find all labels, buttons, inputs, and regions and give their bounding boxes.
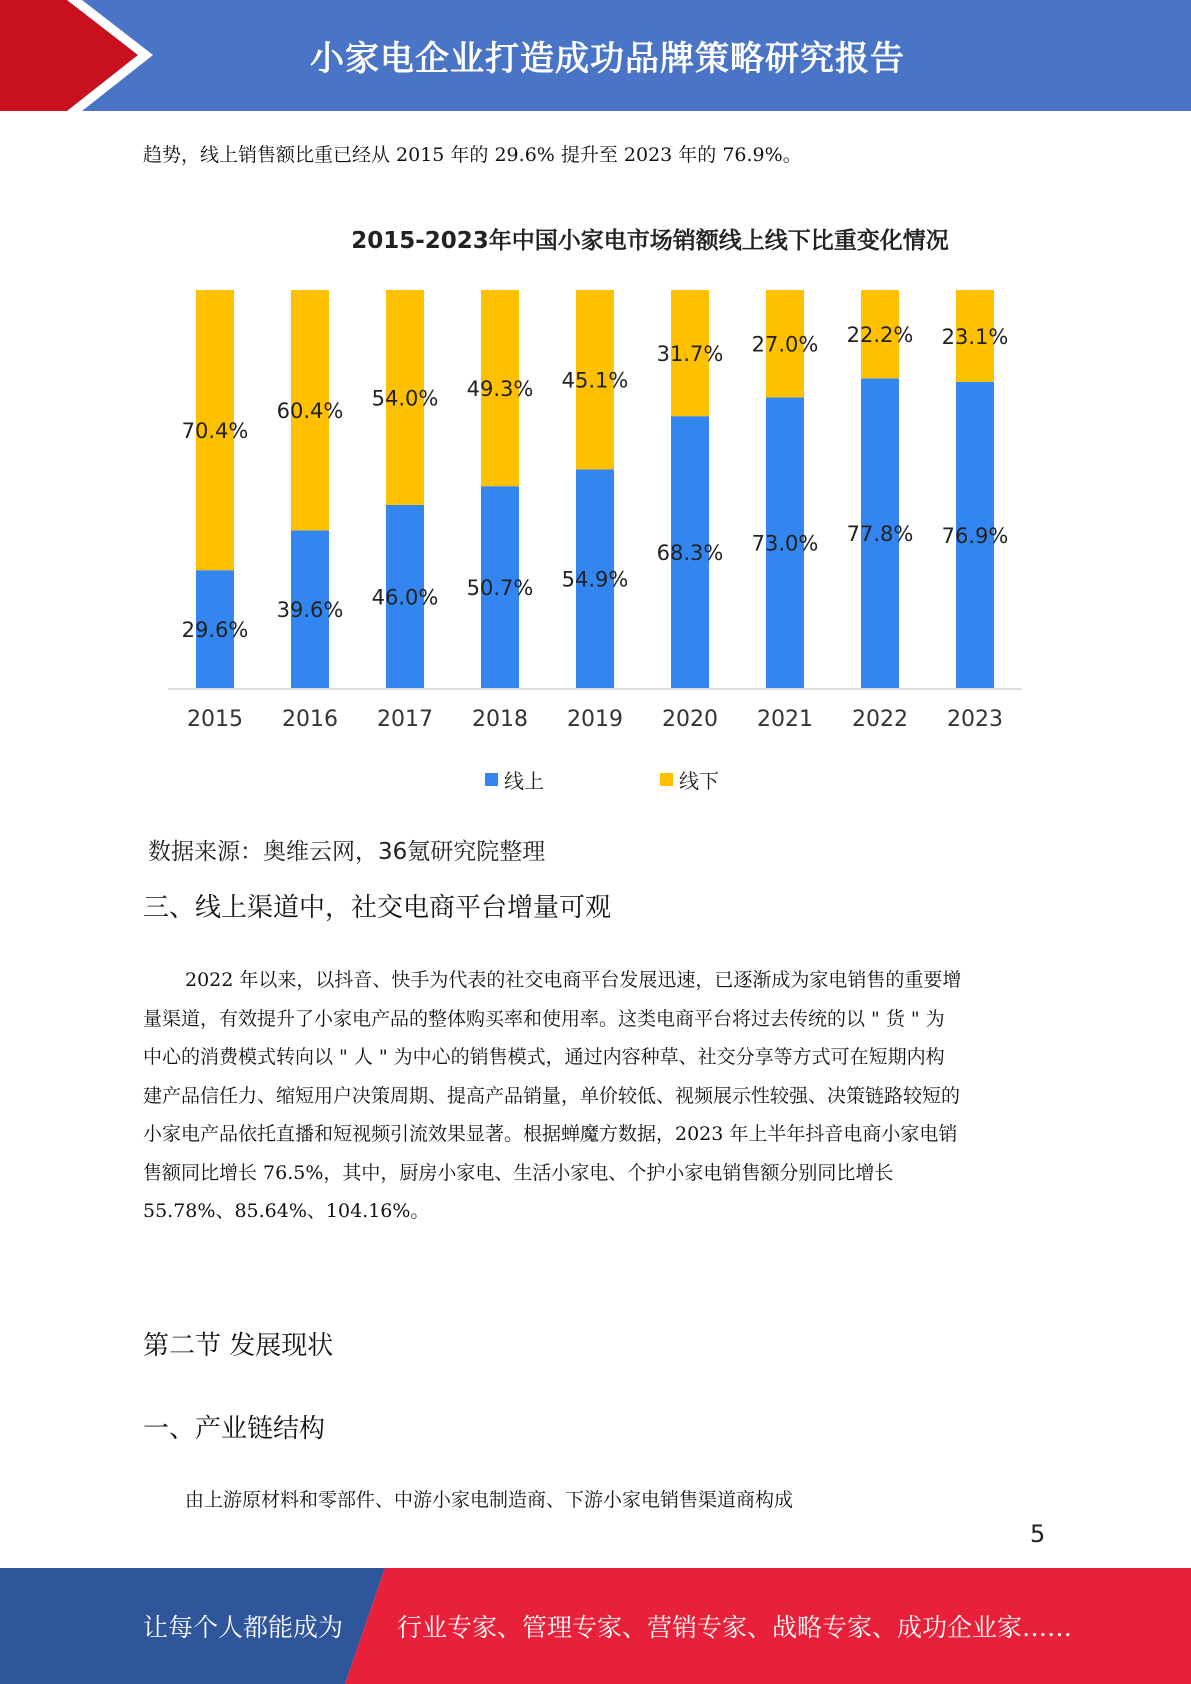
data-source-note: 数据来源：奥维云网，36氪研究院整理 (148, 839, 546, 865)
x-tick-label: 2019 (567, 707, 623, 732)
data-label-online: 68.3% (656, 541, 724, 566)
footer-slogan-left: 让每个人都能成为 (143, 1613, 344, 1642)
data-label-online: 54.9% (561, 567, 629, 592)
data-label-offline: 70.4% (181, 419, 249, 444)
data-label-offline: 60.4% (276, 399, 344, 424)
page-footer (0, 1568, 1191, 1684)
data-label-offline: 23.1% (941, 324, 1009, 349)
section-title: 第二节 发展现状 (143, 1331, 334, 1361)
intro-paragraph: 趋势，线上销售额比重已经从 2015 年的 29.6% 提升至 2023 年的 76.9%。 (143, 144, 802, 166)
paragraph-line: 中心的消费模式转向以 " 人 " 为中心的销售模式，通过内容种草、社交分享等方式可在短期内构 (143, 1046, 945, 1068)
data-label-online: 46.0% (371, 585, 439, 610)
footer-slogan-right: 行业专家、管理专家、营销专家、战略专家、成功企业家…… (397, 1613, 1073, 1642)
subsection1-heading: 一、产业链结构 (143, 1414, 326, 1444)
report-title: 小家电企业打造成功品牌策略研究报告 (310, 39, 905, 79)
data-label-offline: 45.1% (561, 368, 629, 393)
legend-label-online: 线上 (504, 769, 544, 793)
x-tick-label: 2022 (852, 707, 908, 732)
paragraph-line: 由上游原材料和零部件、中游小家电制造商、下游小家电销售渠道商构成 (185, 1489, 794, 1511)
paragraph-line: 建产品信任力、缩短用户决策周期、提高产品销量，单价较低、视频展示性较强、决策链路较短的 (143, 1084, 961, 1107)
chart-title: 2015-2023年中国小家电市场销额线上线下比重变化情况 (351, 228, 949, 254)
legend-swatch-offline (660, 773, 673, 786)
legend-label-offline: 线下 (679, 769, 719, 793)
data-label-online: 39.6% (276, 598, 344, 623)
data-label-online: 29.6% (181, 618, 249, 643)
data-label-offline: 22.2% (846, 323, 914, 348)
x-tick-label: 2016 (282, 707, 338, 732)
data-label-online: 73.0% (751, 531, 819, 556)
paragraph-line: 2022 年以来，以抖音、快手为代表的社交电商平台发展迅速，已逐渐成为家电销售的重要增 (185, 969, 962, 991)
data-label-offline: 31.7% (656, 342, 724, 367)
stacked-bar-chart (0, 280, 1191, 750)
data-label-offline: 27.0% (751, 332, 819, 357)
subsection1-paragraph (143, 1481, 1048, 1520)
paragraph-line: 小家电产品依托直播和短视频引流效果显著。根据蝉魔方数据，2023 年上半年抖音电商小家电销 (143, 1123, 958, 1145)
x-tick-label: 2020 (662, 707, 718, 732)
header-arrow-decoration (0, 0, 160, 111)
x-tick-label: 2021 (757, 707, 813, 732)
data-label-online: 50.7% (466, 576, 534, 601)
paragraph-line: 售额同比增长 76.5%，其中，厨房小家电、生活小家电、个护小家电销售额分别同比增长 (143, 1161, 894, 1184)
legend-item-online (485, 765, 544, 794)
x-tick-label: 2018 (472, 707, 528, 732)
x-tick-label: 2015 (187, 707, 243, 732)
x-tick-label: 2023 (947, 707, 1003, 732)
paragraph-line: 量渠道，有效提升了小家电产品的整体购买率和使用率。这类电商平台将过去传统的以 " 货 " 为 (143, 1007, 945, 1030)
data-label-online: 77.8% (846, 522, 914, 547)
paragraph-line: 55.78%、85.64%、104.16%。 (143, 1200, 430, 1222)
legend-swatch-online (485, 773, 498, 786)
x-tick-label: 2017 (377, 707, 433, 732)
section3-heading: 三、线上渠道中，社交电商平台增量可观 (143, 893, 612, 923)
data-label-online: 76.9% (941, 523, 1009, 548)
section3-paragraph (143, 961, 1048, 1231)
page-header (0, 0, 1191, 111)
legend-item-offline (660, 765, 719, 794)
data-label-offline: 49.3% (466, 377, 534, 402)
data-label-offline: 54.0% (371, 386, 439, 411)
page-number: 5 (1030, 1520, 1046, 1548)
